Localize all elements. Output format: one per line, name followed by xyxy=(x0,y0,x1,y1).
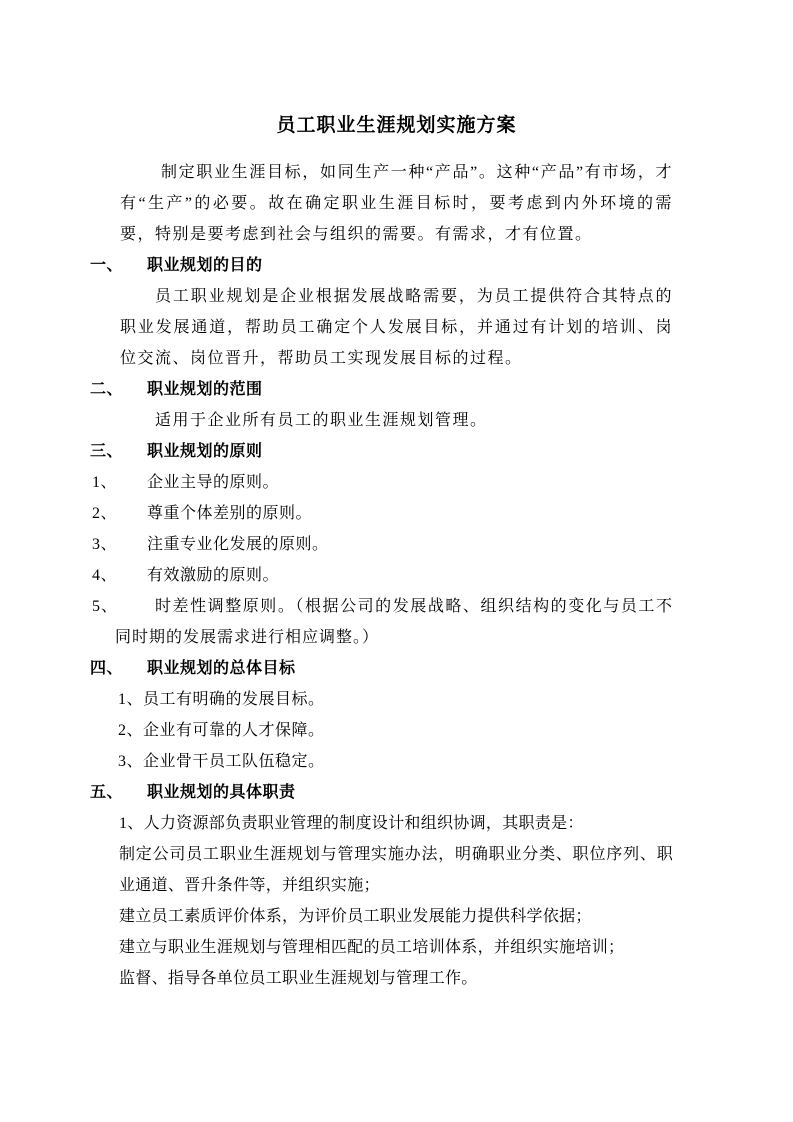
section-heading-2 xyxy=(90,374,673,405)
section-paragraph: 适用于企业所有员工的职业生涯规划管理。 xyxy=(155,412,488,429)
list-item xyxy=(90,498,673,529)
list-item: 3、企业骨干员工队伍稳定。 xyxy=(118,753,325,770)
list-item xyxy=(90,467,673,498)
list-item-text: 企业主导的原则。 xyxy=(147,474,280,491)
list-item-text: 有效激励的原则。 xyxy=(147,567,280,584)
section-number: 一、 xyxy=(90,257,124,274)
list-item: 1、员工有明确的发展目标。 xyxy=(118,691,325,708)
section-title: 职业规划的目的 xyxy=(147,257,263,274)
duty-paragraph: 监督、指导各单位员工职业生涯规划与管理工作。 xyxy=(119,970,478,987)
list-item-number: 2、 xyxy=(92,505,118,522)
section-number: 三、 xyxy=(90,443,124,460)
duty-paragraph: 制定公司员工职业生涯规划与管理实施办法，明确职业分类、职位序列、职业通道、晋升条件等，并组织实施； xyxy=(119,846,673,894)
list-item xyxy=(90,560,673,591)
section-heading-1 xyxy=(90,250,673,281)
section-heading-4 xyxy=(90,653,673,684)
list-item-text: 尊重个体差别的原则。 xyxy=(147,505,313,522)
section-paragraph: 员工职业规划是企业根据发展战略需要，为员工提供符合其特点的职业发展通道，帮助员工确定个人发展目标，并通过有计划的培训、岗位交流、岗位晋升，帮助员工实现发展目标的过程。 xyxy=(120,288,673,367)
section-number: 五、 xyxy=(90,784,124,801)
duty-paragraph: 建立员工素质评价体系，为评价员工职业发展能力提供科学依据； xyxy=(119,908,592,925)
section-title: 职业规划的具体职责 xyxy=(147,784,296,801)
section-title: 职业规划的总体目标 xyxy=(147,660,296,677)
list-item: 2、企业有可靠的人才保障。 xyxy=(118,722,325,739)
duty-paragraph: 1、人力资源部负责职业管理的制度设计和组织协调，其职责是： xyxy=(119,815,584,832)
list-item-text: 注重专业化发展的原则。 xyxy=(147,536,329,553)
list-item-number: 3、 xyxy=(92,536,118,553)
section-number: 二、 xyxy=(90,381,124,398)
document-title: 员工职业生涯规划实施方案 xyxy=(276,115,517,136)
list-item xyxy=(90,591,673,653)
list-item-number: 5、 xyxy=(92,598,119,615)
section-heading-5 xyxy=(90,777,673,808)
section-title: 职业规划的范围 xyxy=(147,381,263,398)
section-title: 职业规划的原则 xyxy=(147,443,263,460)
duty-paragraph: 建立与职业生涯规划与管理相匹配的员工培训体系，并组织实施培训； xyxy=(119,939,625,956)
list-item xyxy=(90,529,673,560)
section-heading-3 xyxy=(90,436,673,467)
list-item-number: 4、 xyxy=(92,567,118,584)
list-item-text: 时差性调整原则。（根据公司的发展战略、组织结构的变化与员工不同时期的发展需求进行相应调整。） xyxy=(115,598,673,646)
intro-paragraph: 制定职业生涯目标，如同生产一种“产品”。这种“产品”有市场，才有“生产”的必要。故在确定职业生涯目标时，要考虑到内外环境的需要，特别是要考虑到社会与组织的需要。有需求，才有位置。 xyxy=(120,164,673,243)
section-number: 四、 xyxy=(90,660,124,677)
list-item-number: 1、 xyxy=(92,474,118,491)
